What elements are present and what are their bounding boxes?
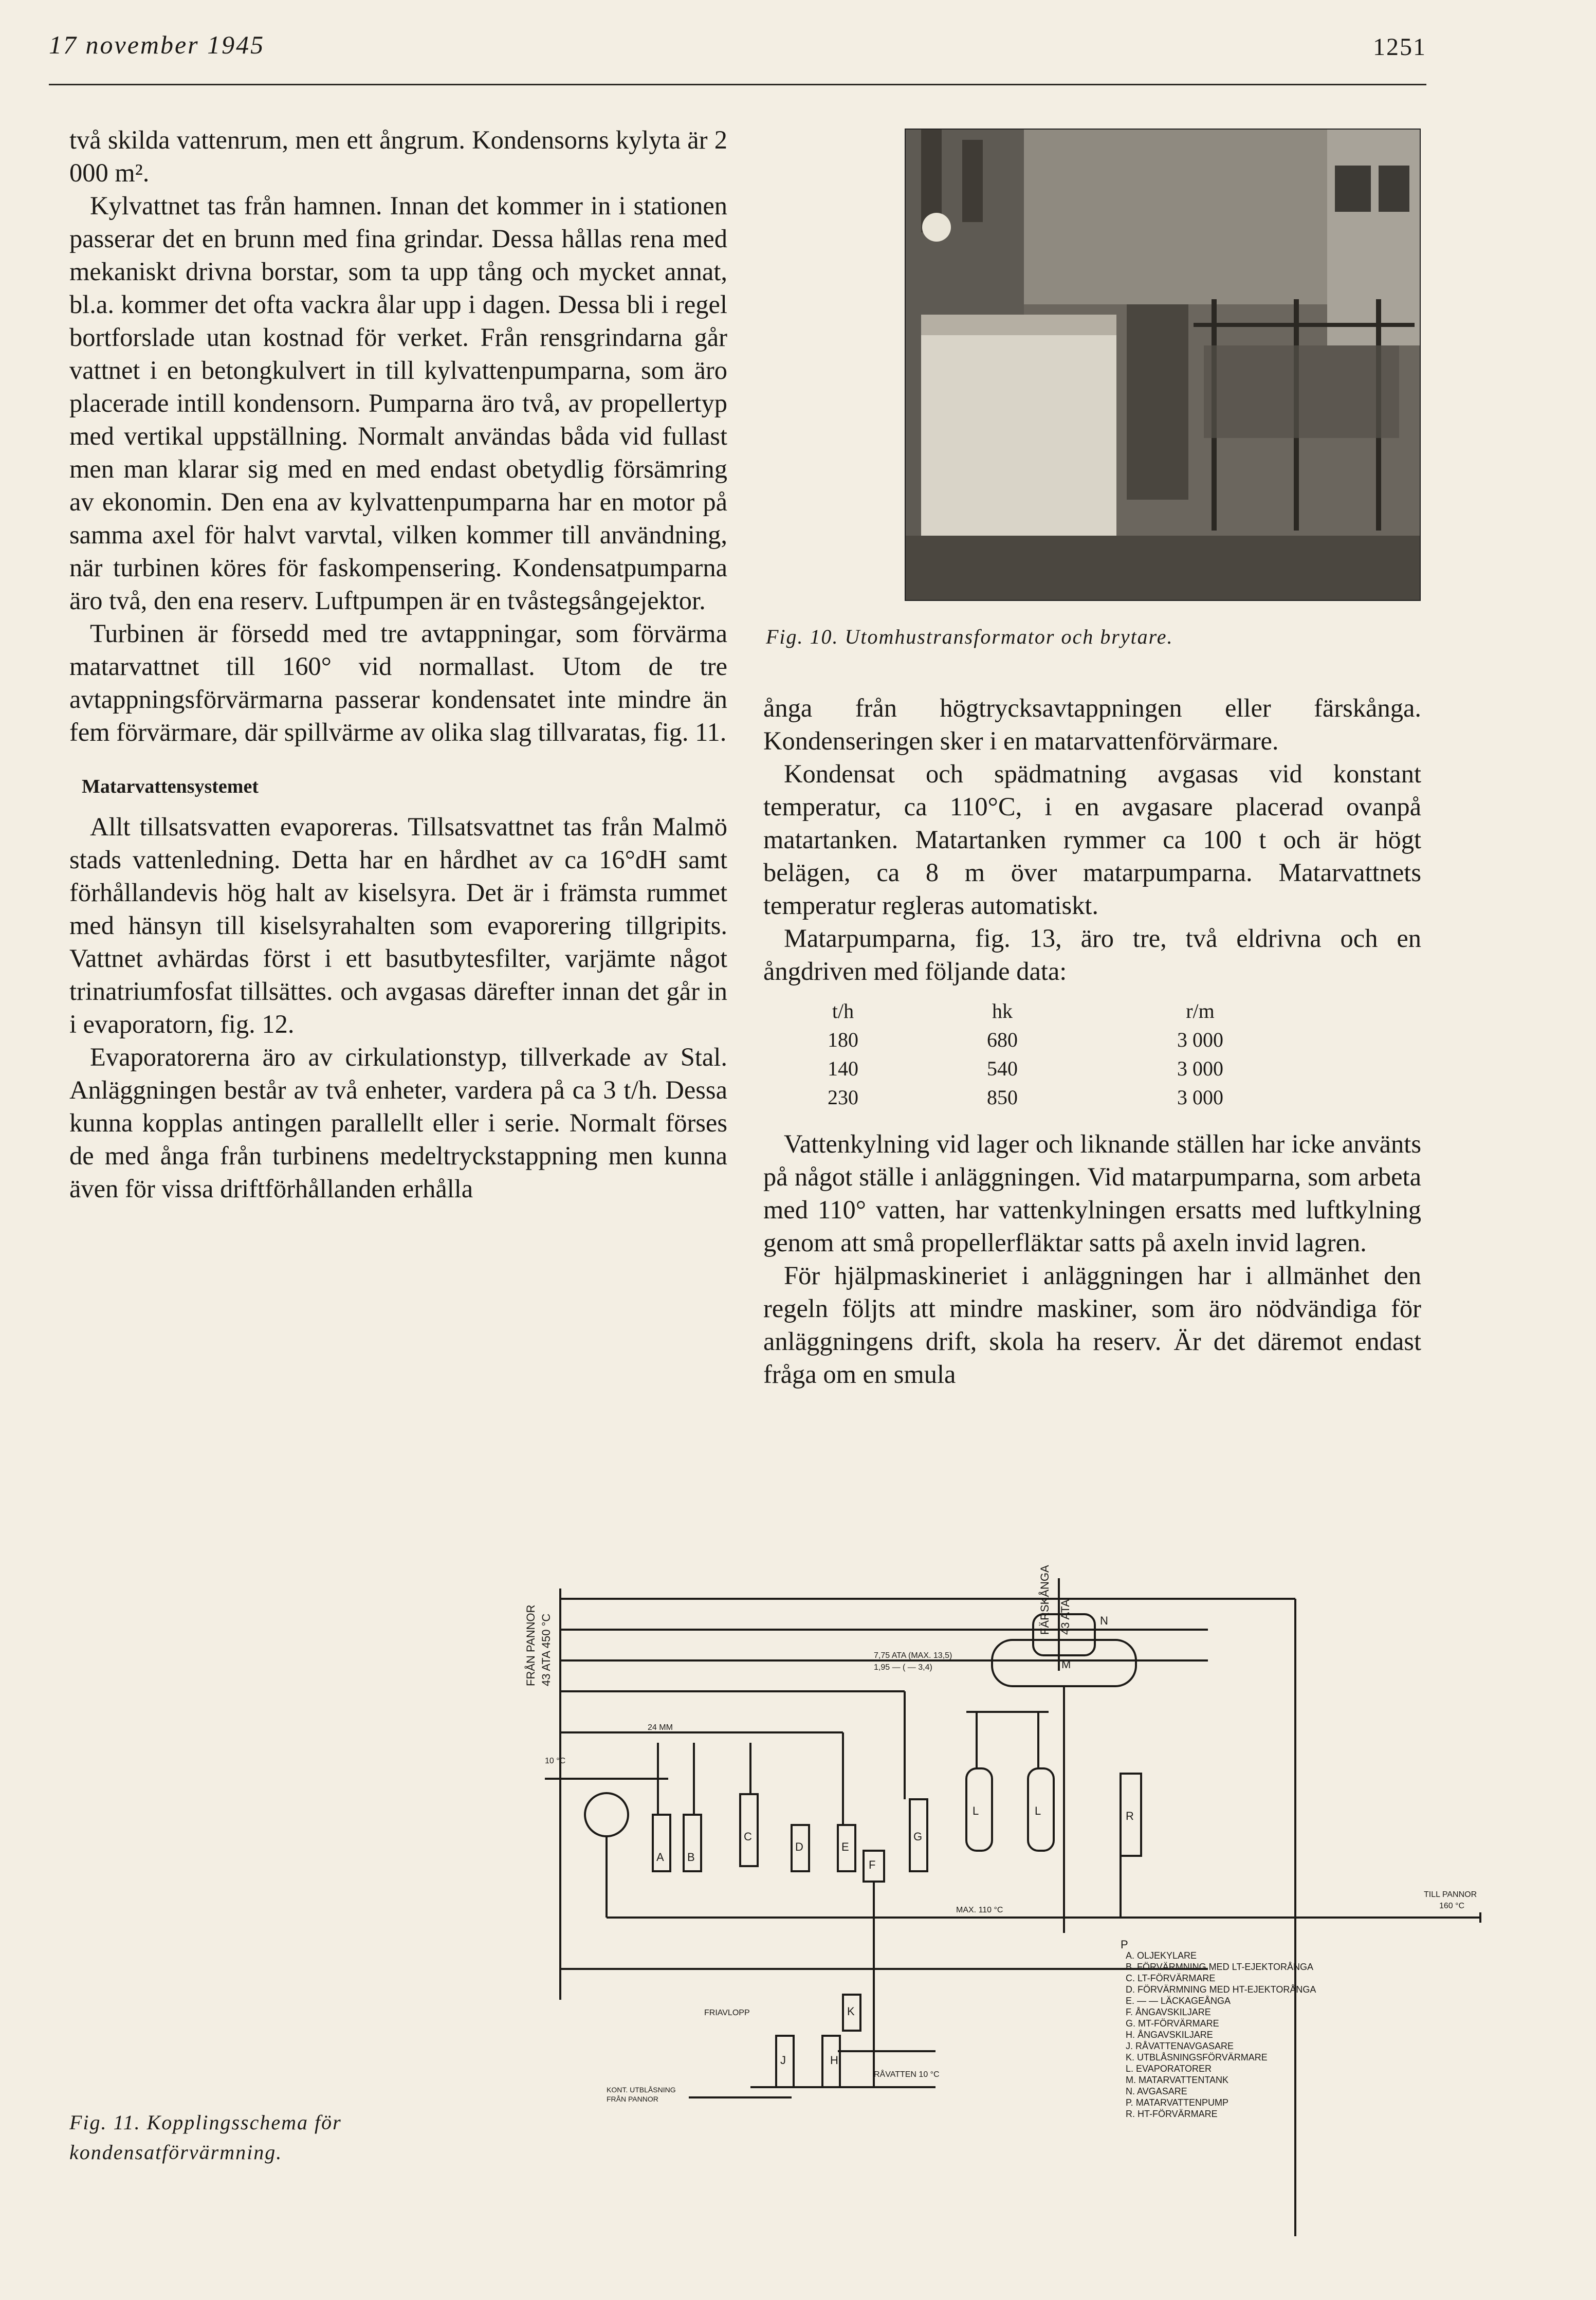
schema-label: MAX. 110 °C — [956, 1906, 1003, 1914]
schema-label: KONT. UTBLÅSNING — [607, 2086, 676, 2094]
legend-item: D. FÖRVÄRMNING MED HT-EJEKTORÅNGA — [1126, 1984, 1316, 1995]
table-cell: 140 — [828, 1057, 858, 1080]
component-label: A — [656, 1851, 664, 1864]
table-cell: 850 — [987, 1086, 1018, 1109]
component-label: L — [1035, 1804, 1041, 1817]
legend-item: R. HT-FÖRVÄRMARE — [1126, 2109, 1218, 2119]
component-label: H — [830, 2054, 838, 2067]
schema-label: 10 °C — [545, 1757, 566, 1765]
table-cell: 3 000 — [1177, 1086, 1223, 1109]
paragraph: Turbinen är försedd med tre avtappningar, som förvärma matarvattnet till 160° vid normallast. Utom de tre avtappningsförvärmarna passerar kondensatet inte mindre än fem förvärmare, där spillvärme av olika slag tillvaratas, fig. 11. — [69, 619, 727, 746]
component-label: C — [744, 1830, 752, 1843]
schema-label: RÅVATTEN 10 °C — [874, 2070, 940, 2079]
header-rule — [49, 84, 1426, 85]
legend-item: L. EVAPORATORER — [1126, 2064, 1212, 2074]
paragraph: För hjälpmaskineriet i anläggningen har i allmänhet den regeln följts att mindre maskiner, som äro nödvändiga för anläggningens drift, skola ha reserv. Är det däremot endast fråga om en smula — [763, 1261, 1421, 1389]
legend-item: M. MATARVATTENTANK — [1126, 2075, 1229, 2085]
fig11-schematic — [514, 1558, 1511, 2262]
table-cell: 3 000 — [1177, 1057, 1223, 1080]
page-number: 1251 — [1373, 33, 1426, 61]
section-heading: Matarvattensystemet — [82, 776, 259, 797]
legend-item: H. ÅNGAVSKILJARE — [1126, 2030, 1213, 2040]
fig11-caption: Fig. 11. Kopplingsschema för kondensatförvärmning. — [69, 2111, 342, 2164]
legend-item: B. FÖRVÄRMNING MED LT-EJEKTORÅNGA — [1126, 1962, 1314, 1972]
paragraph: Matarpumparna, fig. 13, äro tre, två eldrivna och en ångdriven med följande data: — [763, 924, 1421, 985]
component-label: G — [913, 1830, 923, 1843]
paragraph: Kondensat och spädmatning avgasas vid konstant temperatur, ca 110°C, i en avgasare placerad ovanpå matartanken. Matartanken rymmer ca 100 t och är högt belägen, ca 8 m över matarpumparna. Matarvattnets temperatur regleras automatiskt. — [763, 759, 1421, 920]
schema-label: TILL PANNOR — [1424, 1890, 1477, 1899]
table-row — [763, 1026, 1318, 1054]
schema-label: 7,75 ATA (MAX. 13,5) — [874, 1651, 952, 1660]
paragraph: Kylvattnet tas från hamnen. Innan det kommer in i stationen passerar det en brunn med fina grindar. Dessa hållas rena med mekaniskt drivna borstar, som ta upp tång och mycket annat, bl.a. kommer det ofta vackra ålar upp i dagen. Dessa bli i regel bortforslade utan kostnad för verket. Från rensgrindarna går vattnet i en betongkulvert in till kylvattenpumparna, som äro placerade intill kondensorn. Pumparna äro två, av propellertyp med vertikal uppställning. Normalt användas båda vid fullast men man klarar sig med en med endast obetydlig försämring av ekonomin. Den ena av kylvattenpumparna har en motor på samma axel för halvt varvtal, vilken kommer till användning, när turbinen köres för faskompensering. Kondensatpumparna äro två, den ena reserv. Luftpumpen är en tvåstegsångejektor. — [69, 191, 727, 615]
component-label: N — [1100, 1614, 1108, 1627]
transformer-photo — [905, 129, 1421, 601]
table-cell: 540 — [987, 1057, 1018, 1080]
pump-data-table — [763, 997, 1318, 1112]
legend-item: F. ÅNGAVSKILJARE — [1126, 2007, 1211, 2017]
component-label: D — [795, 1840, 803, 1853]
component-label: P — [1121, 1938, 1128, 1951]
component-label: K — [847, 2005, 855, 2018]
legend-item: N. AVGASARE — [1126, 2086, 1187, 2096]
header-date: 17 november 1945 — [49, 30, 265, 59]
table-row — [763, 1054, 1318, 1083]
legend-item: E. — — LÄCKAGEÅNGA — [1126, 1996, 1231, 2006]
schema-label: FRIAVLOPP — [704, 2009, 750, 2017]
legend-item: A. OLJEKYLARE — [1126, 1950, 1197, 1961]
legend-item: G. MT-FÖRVÄRMARE — [1126, 2018, 1219, 2029]
table-header: t/h — [832, 999, 854, 1023]
table-cell: 3 000 — [1177, 1028, 1223, 1051]
table-cell: 680 — [987, 1028, 1018, 1051]
component-label: B — [687, 1851, 695, 1864]
schema-label: 160 °C — [1439, 1902, 1465, 1910]
table-header-row — [763, 997, 1318, 1026]
legend-item: J. RÅVATTENAVGASARE — [1126, 2041, 1234, 2051]
right-column — [763, 691, 1421, 1391]
paragraph: två skilda vattenrum, men ett ångrum. Kondensorns kylyta är 2 000 m². — [69, 125, 727, 187]
schema-label: 1,95 — ( — 3,4) — [874, 1663, 932, 1672]
paragraph: Allt tillsatsvatten evaporeras. Tillsatsvattnet tas från Malmö stads vattenledning. Detta har en hårdhet av ca 16°dH samt förhållandevis hög halt av kiselsyra. Det är i främsta rummet med hänsyn till kiselsyrahalten som evaporering tillgripits. Vattnet avhärdas först i ett basutbytesfilter, varjämte något trinatriumfosfat tillsättes. och avgasas därefter innan det går in i evaporatorn, fig. 12. — [69, 812, 727, 1038]
schema-label: FÄRSKÅNGA — [1038, 1565, 1051, 1635]
component-label: L — [973, 1804, 979, 1817]
table-header: hk — [992, 999, 1013, 1023]
legend-item: P. MATARVATTENPUMP — [1126, 2097, 1229, 2108]
schema-label: FRÅN PANNOR — [524, 1604, 537, 1686]
schema-label: 43 ATA — [1059, 1599, 1072, 1635]
paragraph: Evaporatorerna äro av cirkulationstyp, tillverkade av Stal. Anläggningen består av två enheter, vardera på ca 3 t/h. Dessa kunna kopplas antingen parallellt eller i serie. Normalt förses de med ånga från turbinens medeltryckstappning men kunna även för vissa driftförhållanden erhålla — [69, 1043, 727, 1203]
table-cell: 230 — [828, 1086, 858, 1109]
table-cell: 180 — [828, 1028, 858, 1051]
left-column — [69, 123, 727, 1205]
component-label: R — [1126, 1810, 1134, 1822]
fig10-caption: Fig. 10. Utomhustransformator och brytare. — [766, 625, 1173, 648]
table-header: r/m — [1186, 999, 1215, 1023]
paragraph: ånga från högtrycksavtappningen eller färskånga. Kondenseringen sker i en matarvattenförvärmare. — [763, 693, 1421, 755]
legend-item: K. UTBLÅSNINGSFÖRVÄRMARE — [1126, 2052, 1268, 2062]
schema-label: FRÅN PANNOR — [607, 2095, 658, 2103]
component-label: J — [780, 2054, 786, 2067]
table-row — [763, 1083, 1318, 1112]
legend-item: C. LT-FÖRVÄRMARE — [1126, 1973, 1216, 1983]
component-label: E — [841, 1840, 849, 1853]
paragraph: Vattenkylning vid lager och liknande ställen har icke använts på något ställe i anläggningen. Vid matarpumparna, som arbeta med 110° vatten, har vattenkylningen ersatts med luftkylning genom att små propellerfläktar satts på axeln invid lagren. — [763, 1129, 1421, 1257]
component-label: F — [869, 1858, 876, 1871]
component-label: M — [1061, 1658, 1071, 1671]
schema-label: 24 MM — [648, 1723, 673, 1732]
schema-label: 43 ATA 450 °C — [540, 1613, 553, 1686]
